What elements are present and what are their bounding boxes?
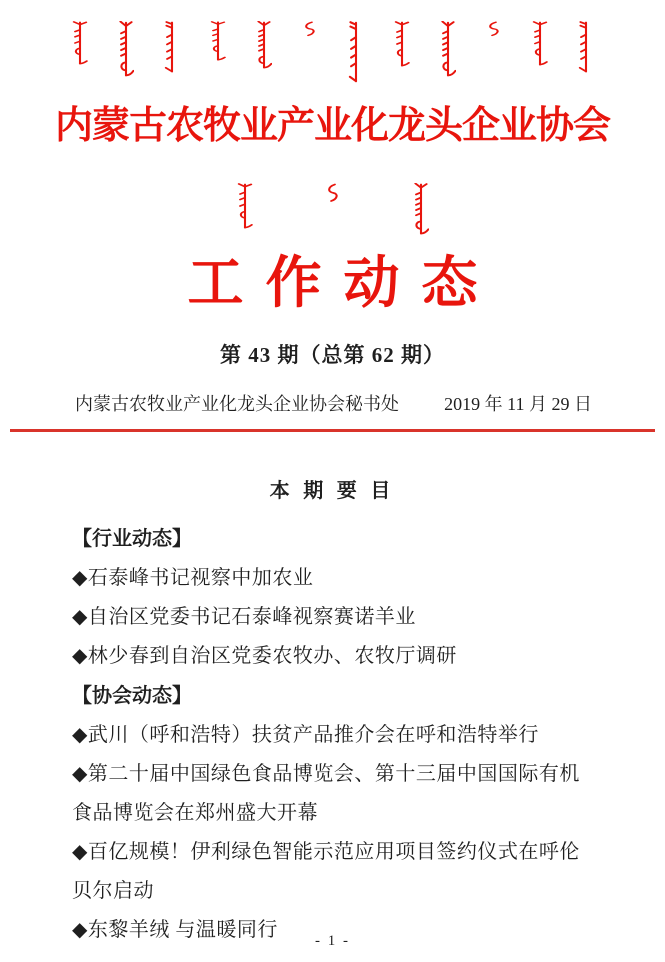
red-divider (10, 429, 655, 432)
page-footer (0, 933, 665, 950)
mongolian-word-glyph (237, 183, 253, 229)
mongolian-word-glyph (394, 21, 410, 67)
mongolian-word-glyph (72, 21, 88, 65)
toc-item: ◆武川（呼和浩特）扶贫产品推介会在呼和浩特举行 (72, 724, 539, 746)
mongolian-word-glyph (210, 21, 226, 61)
mongolian-word-glyph (486, 21, 502, 37)
toc-item: ◆自治区党委书记石泰峰视察赛诺羊业 (72, 606, 416, 628)
toc-section-title-industry: 【行业动态】 (72, 528, 192, 550)
mongolian-script-banner (0, 21, 665, 85)
mongolian-word-glyph (440, 21, 456, 77)
table-of-contents (0, 474, 665, 950)
bulletin-title: 工作动态 (187, 253, 500, 315)
mongolian-script-subtitle (0, 183, 665, 237)
mongolian-word-glyph (413, 183, 429, 235)
toc-section-title-association: 【协会动态】 (72, 685, 192, 707)
issue-number: 第 43 期（总第 62 期） (220, 343, 445, 367)
mongolian-word-glyph (325, 183, 341, 203)
toc-heading: 本 期 要 目 (269, 480, 395, 502)
mongolian-word-glyph (302, 21, 318, 37)
toc-item: ◆百亿规模！伊利绿色智能示范应用项目签约仪式在呼伦贝尔启动 (72, 841, 580, 902)
mongolian-word-glyph (348, 21, 364, 83)
page-number: - 1 - (315, 933, 350, 949)
publish-date: 2019 年 11 月 29 日 (444, 394, 592, 414)
mongolian-word-glyph (256, 21, 272, 69)
toc-list (72, 519, 592, 950)
publisher: 内蒙古农牧业产业化龙头企业协会秘书处 (75, 394, 399, 414)
mongolian-word-glyph (532, 21, 548, 66)
toc-item: ◆石泰峰书记视察中加农业 (72, 567, 314, 589)
toc-item: ◆东黎羊绒 与温暖同行 (72, 919, 278, 941)
mongolian-word-glyph (164, 21, 180, 73)
toc-item: ◆林少春到自治区党委农牧办、农牧厅调研 (72, 645, 457, 667)
mongolian-word-glyph (118, 21, 134, 77)
org-title: 内蒙古农牧业产业化龙头企业协会 (54, 105, 610, 147)
mongolian-word-glyph (578, 21, 594, 73)
toc-item: ◆第二十届中国绿色食品博览会、第十三届中国国际有机食品博览会在郑州盛大开幕 (72, 763, 580, 824)
meta-line (0, 390, 665, 416)
